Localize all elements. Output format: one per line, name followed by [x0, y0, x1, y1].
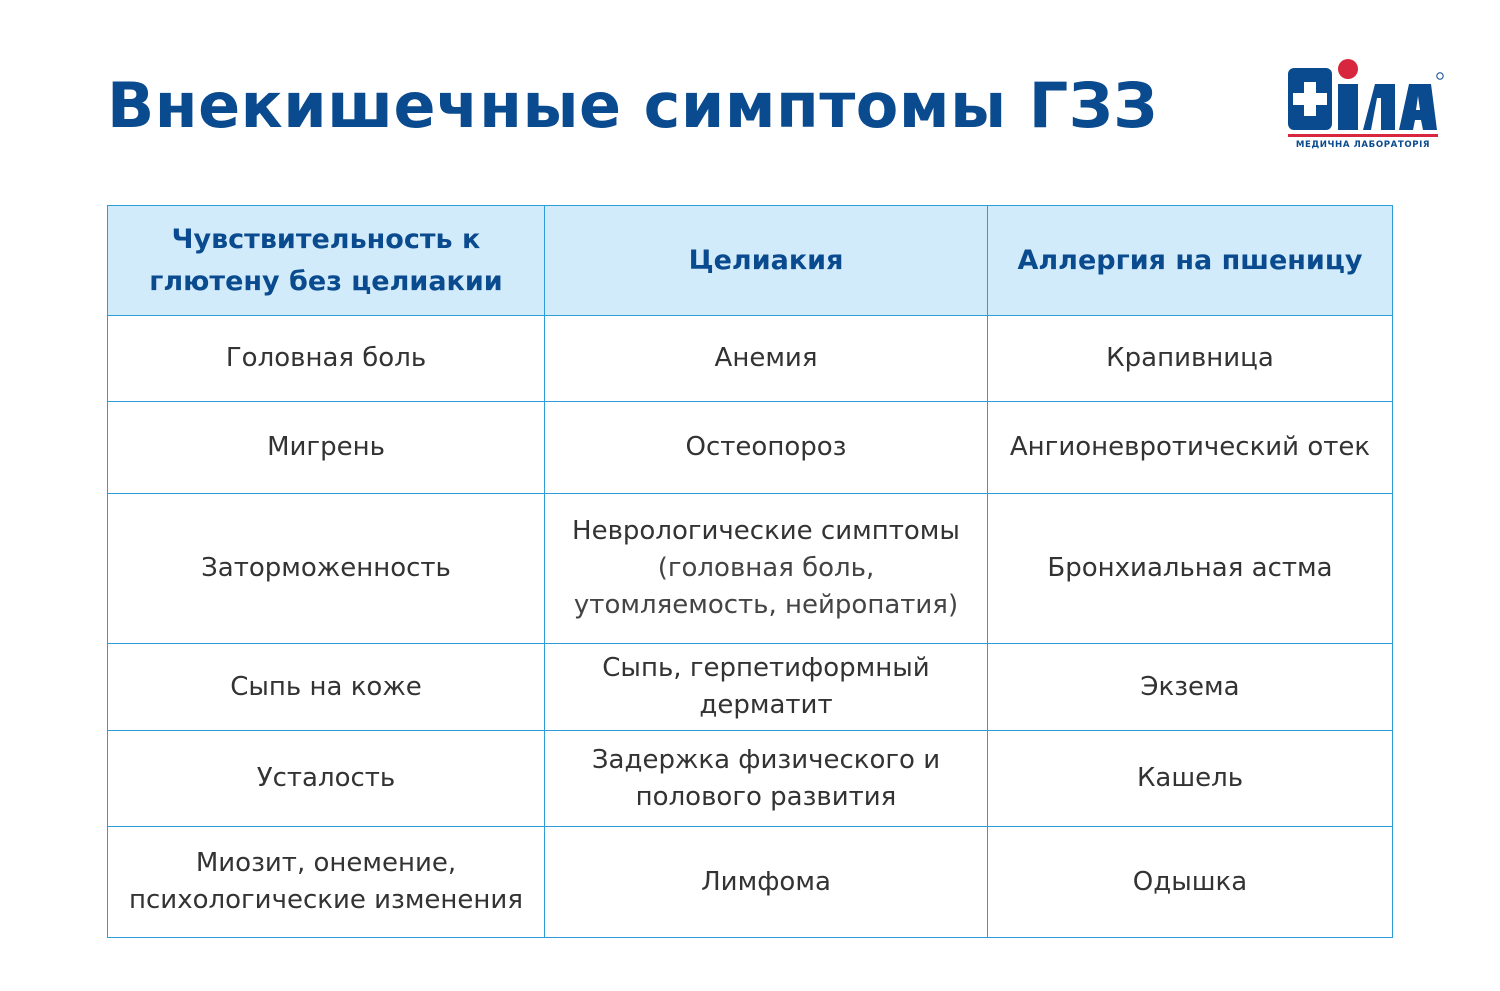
table-header-row: [108, 206, 1393, 316]
table-row: [108, 494, 1393, 644]
cell-main-text: Неврологические симптомы: [572, 516, 960, 546]
logo-tagline: МЕДИЧНА ЛАБОРАТОРІЯ: [1295, 140, 1431, 150]
symptoms-table: [107, 205, 1393, 938]
page-title: Внекишечные симптомы ГЗЗ: [107, 69, 1158, 142]
cell: Одышка: [988, 827, 1393, 938]
cell-detail-text: (головная боль, утомляемость, нейропатия): [573, 553, 959, 620]
cell: [545, 494, 988, 644]
cell: Кашель: [988, 731, 1393, 827]
table-row: [108, 827, 1393, 938]
table-row: [108, 644, 1393, 731]
cell: Сыпь, герпетиформный дерматит: [545, 644, 988, 731]
cell: Усталость: [108, 731, 545, 827]
table-row: [108, 316, 1393, 402]
dila-logo: [1285, 58, 1445, 150]
cell: Головная боль: [108, 316, 545, 402]
cell: Экзема: [988, 644, 1393, 731]
cell: Ангионевротический отек: [988, 402, 1393, 494]
cell: Лимфома: [545, 827, 988, 938]
table-row: [108, 402, 1393, 494]
header-celiac: Целиакия: [545, 206, 988, 316]
cell: Задержка физического и полового развития: [545, 731, 988, 827]
table-row: [108, 731, 1393, 827]
cell: Мигрень: [108, 402, 545, 494]
header-wheat-allergy: Аллергия на пшеницу: [988, 206, 1393, 316]
header-ncgs: Чувствительность к глютену без целиакии: [108, 206, 545, 316]
cell: Анемия: [545, 316, 988, 402]
cell: Заторможенность: [108, 494, 545, 644]
cell: Бронхиальная астма: [988, 494, 1393, 644]
cell: Миозит, онемение, психологические изменения: [108, 827, 545, 938]
cell: Сыпь на коже: [108, 644, 545, 731]
cell: Крапивница: [988, 316, 1393, 402]
cell: Остеопороз: [545, 402, 988, 494]
